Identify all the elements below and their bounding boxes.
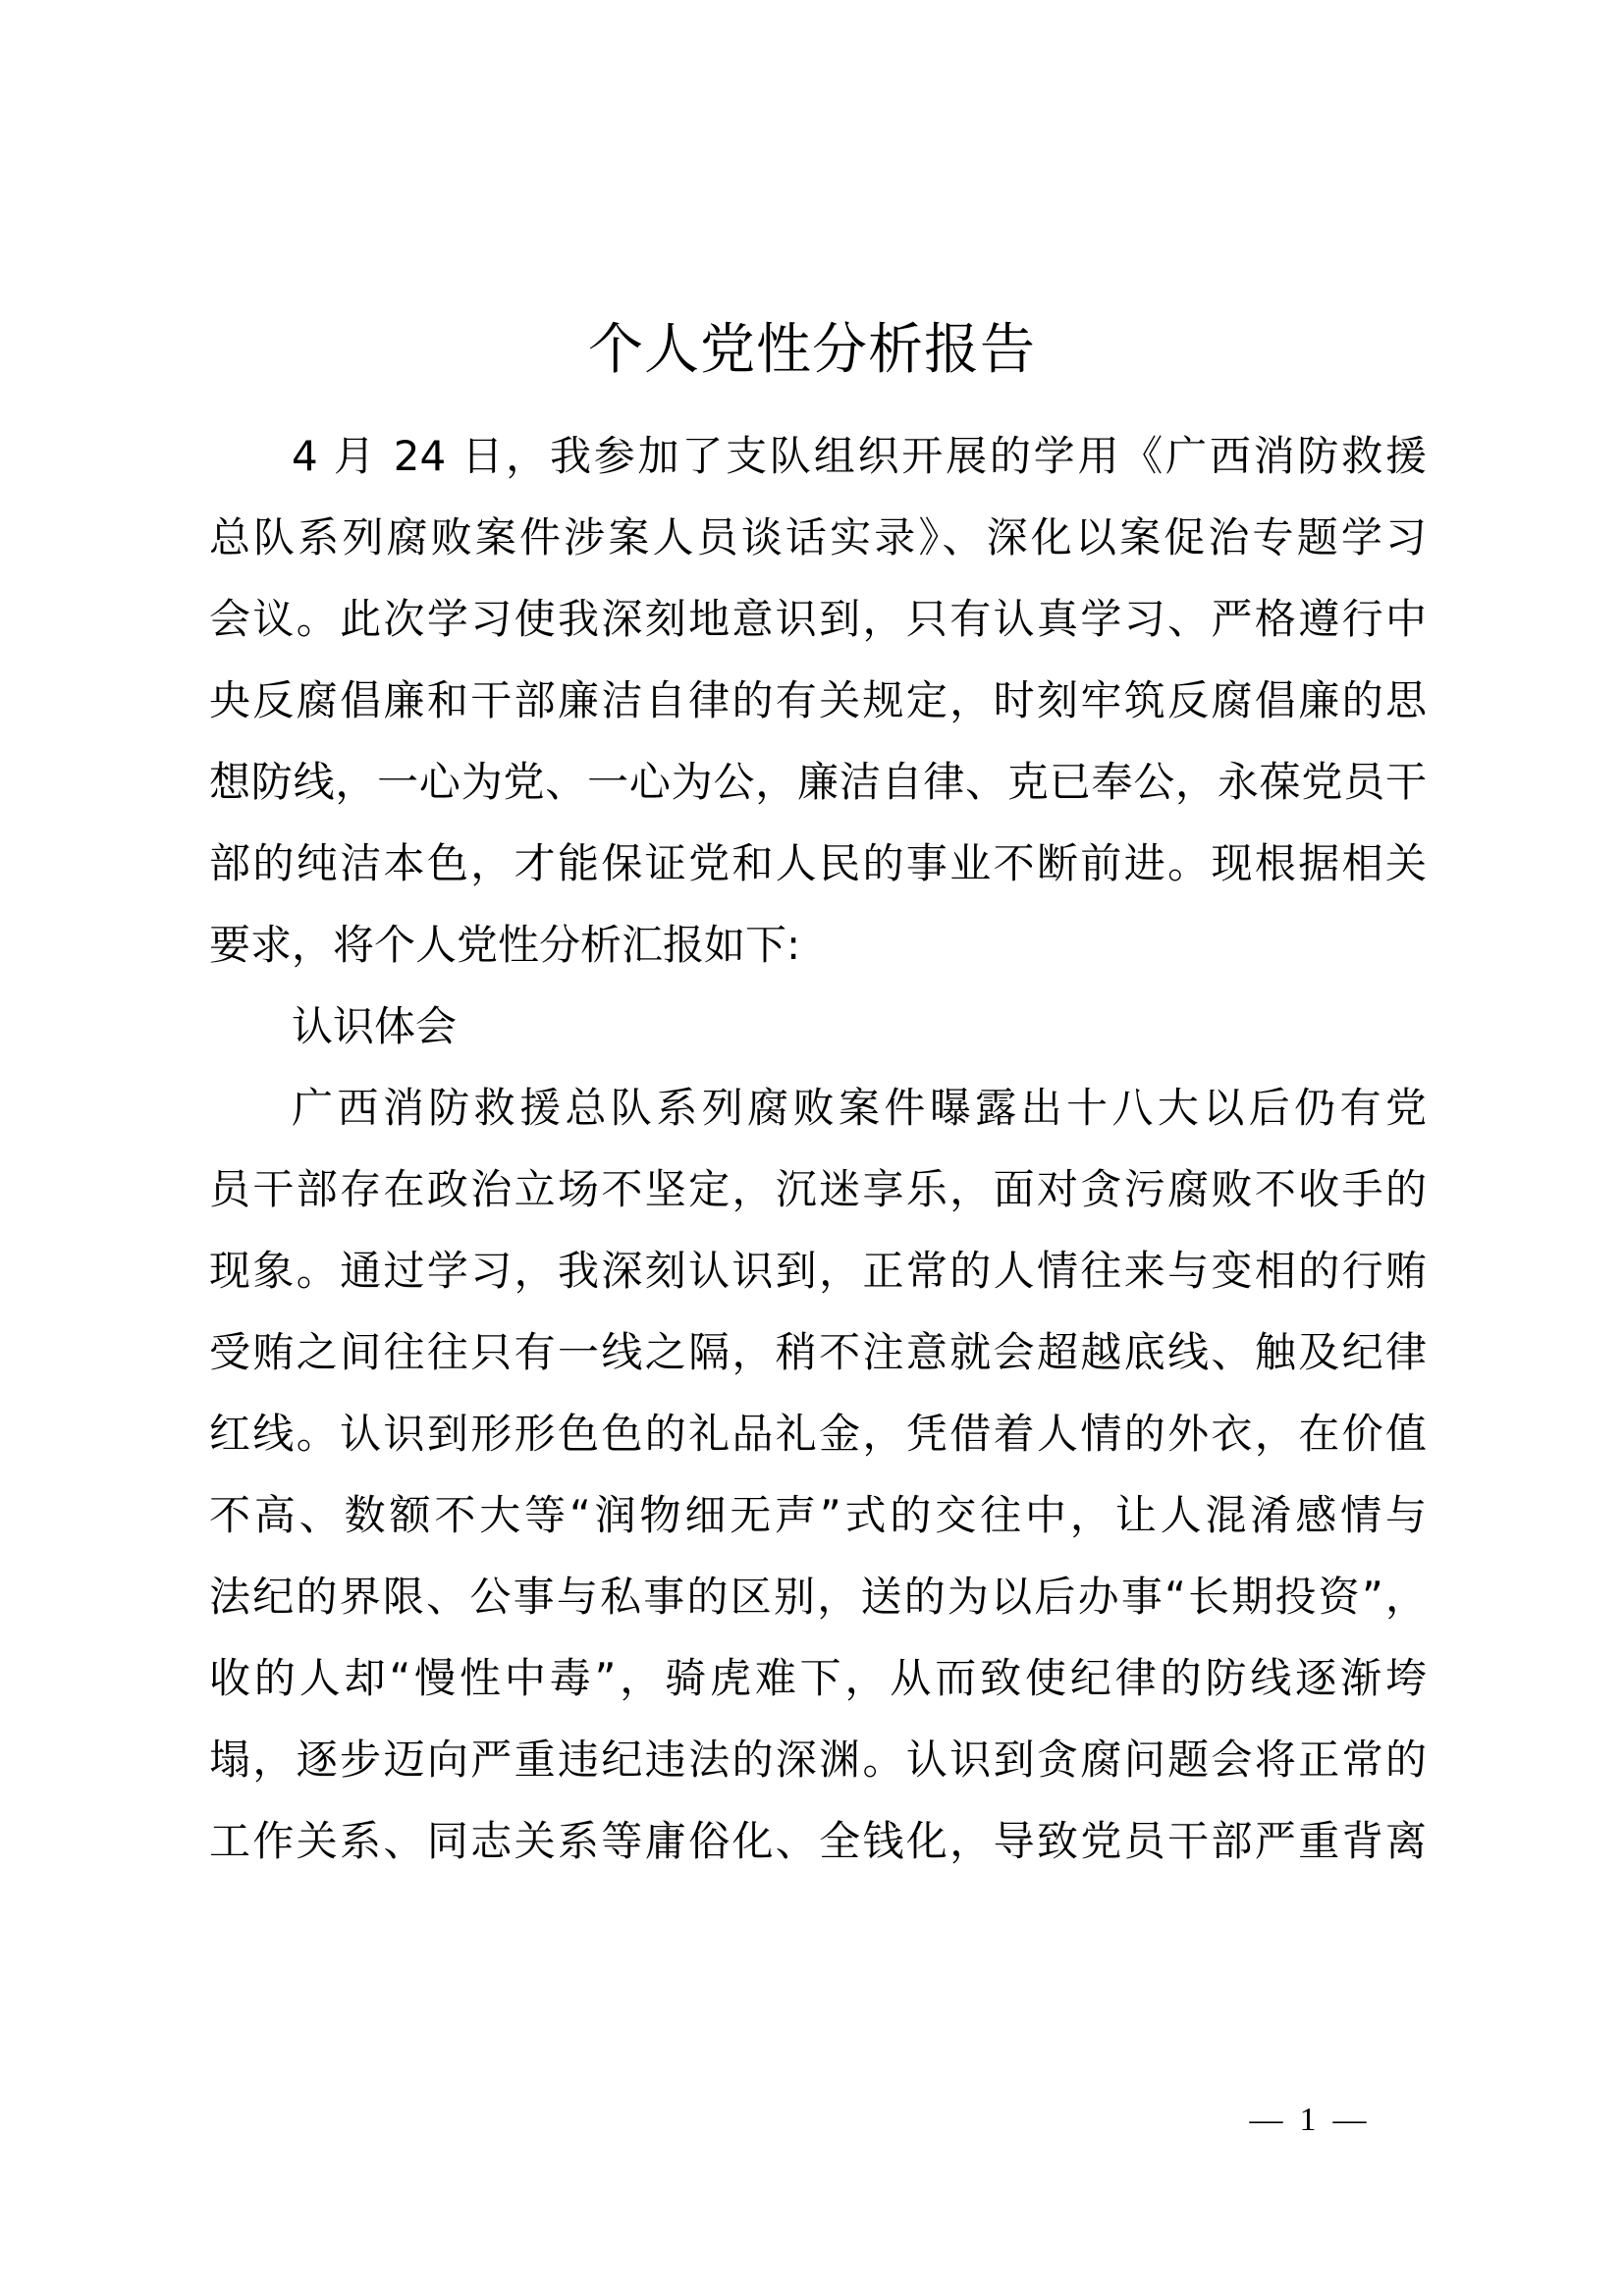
paragraph-line: 想防线，一心为党、一心为公，廉洁自律、克已奉公，永葆党员干 xyxy=(209,758,1427,806)
paragraph-line: 红线。认识到形形色色的礼品礼金，凭借着人情的外衣，在价值 xyxy=(209,1410,1427,1458)
paragraph-line: 员干部存在政治立场不坚定，沉迷享乐，面对贪污腐败不收手的 xyxy=(209,1165,1427,1213)
paragraph-line: 会议。此次学习使我深刻地意识到，只有认真学习、严格遵行中 xyxy=(209,595,1427,643)
page-number: — 1 — xyxy=(1249,2102,1367,2138)
paragraph-line: 受贿之间往往只有一线之隔，稍不注意就会超越底线、触及纪律 xyxy=(209,1328,1427,1376)
paragraph-line: 现象。通过学习，我深刻认识到，正常的人情往来与变相的行贿 xyxy=(209,1247,1427,1295)
paragraph-line: 法纪的界限、公事与私事的区别，送的为以后办事“长期投资”， xyxy=(209,1573,1427,1621)
paragraph-line: 4 月 24 日，我参加了支队组织开展的学用《广西消防救援 xyxy=(292,432,1427,480)
paragraph-line: 塌，逐步迈向严重违纪违法的深渊。认识到贪腐问题会将正常的 xyxy=(209,1735,1427,1784)
section-heading: 认识体会 xyxy=(292,1002,458,1050)
paragraph-line: 广西消防救援总队系列腐败案件曝露出十八大以后仍有党 xyxy=(292,1084,1427,1132)
document-title: 个人党性分析报告 xyxy=(588,318,1036,382)
paragraph-line: 总队系列腐败案件涉案人员谈话实录》、深化以案促治专题学习 xyxy=(209,513,1427,561)
paragraph-line: 工作关系、同志关系等庸俗化、全钱化，导致党员干部严重背离 xyxy=(209,1817,1427,1865)
paragraph-line: 部的纯洁本色，才能保证党和人民的事业不断前进。现根据相关 xyxy=(209,839,1427,887)
paragraph-line: 收的人却“慢性中毒”，骑虎难下，从而致使纪律的防线逐渐垮 xyxy=(209,1654,1427,1702)
paragraph-line: 要求，将个人党性分析汇报如下: xyxy=(209,921,801,969)
paragraph-line: 不高、数额不大等“润物细无声”式的交往中，让人混淆感情与 xyxy=(209,1491,1427,1539)
paragraph-line: 央反腐倡廉和干部廉洁自律的有关规定，时刻牢筑反腐倡廉的思 xyxy=(209,676,1427,724)
